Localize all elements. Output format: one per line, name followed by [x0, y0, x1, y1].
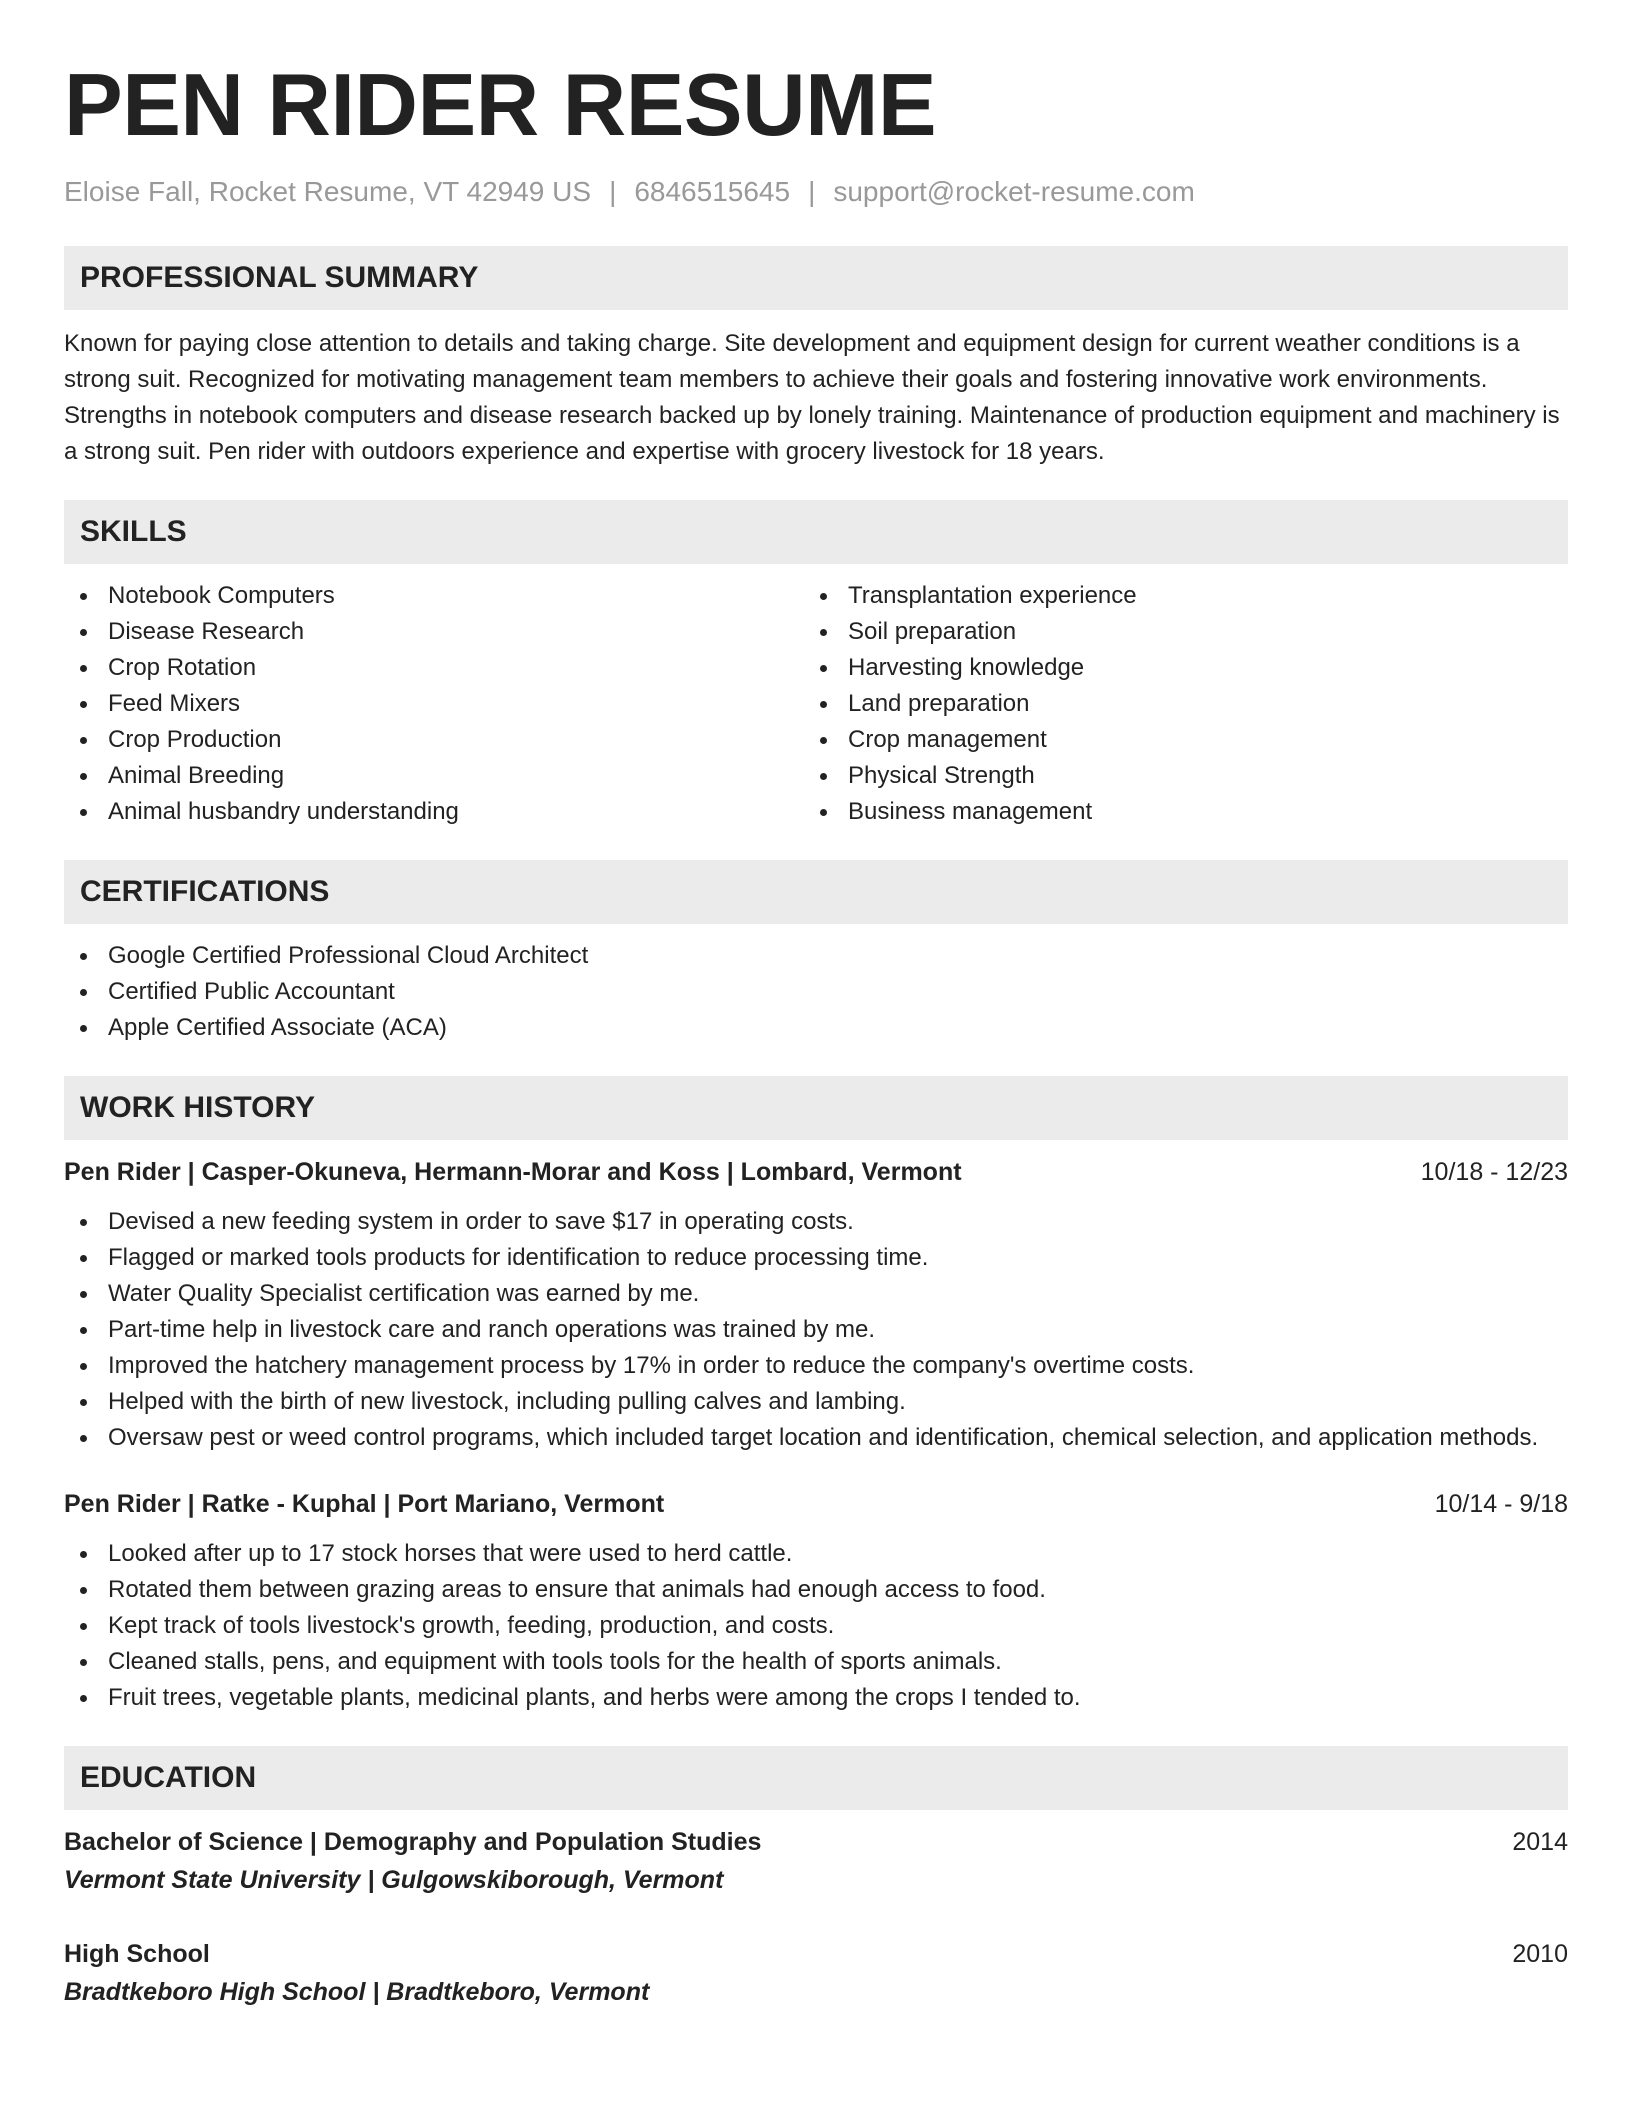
certification-item: Certified Public Accountant — [64, 974, 1568, 1010]
skill-item: Soil preparation — [804, 614, 1544, 650]
skill-item: Business management — [804, 794, 1544, 830]
job-duty: Devised a new feeding system in order to save $17 in operating costs. — [64, 1204, 1568, 1240]
job-title: Pen Rider | Ratke - Kuphal | Port Mariano, Vermont — [64, 1490, 665, 1518]
education-section-header — [64, 1746, 1568, 1810]
skill-item: Physical Strength — [804, 758, 1544, 794]
skill-item: Disease Research — [64, 614, 804, 650]
job-duty: Improved the hatchery management process by 17% in order to reduce the company's overtime costs. — [64, 1348, 1568, 1384]
job-duty: Helped with the birth of new livestock, including pulling calves and lambing. — [64, 1384, 1568, 1420]
job-duty: Flagged or marked tools products for identification to reduce processing time. — [64, 1240, 1568, 1276]
resume-title: PEN RIDER RESUME — [64, 55, 937, 154]
contact-phone: 6846515645 — [634, 176, 791, 207]
skills-list-left — [64, 578, 804, 830]
job-header — [64, 1154, 1568, 1190]
work-section-header — [64, 1076, 1568, 1140]
job-title: Pen Rider | Casper-Okuneva, Hermann-Morar and Koss | Lombard, Vermont — [64, 1158, 962, 1186]
education-entry — [64, 1824, 1568, 1900]
contact-address: Eloise Fall, Rocket Resume, VT 42949 US — [64, 176, 592, 207]
education-year: 2010 — [1512, 1940, 1568, 1968]
contact-separator: | — [609, 176, 617, 207]
skill-item: Notebook Computers — [64, 578, 804, 614]
certifications-heading: CERTIFICATIONS — [80, 875, 330, 908]
education-school: Vermont State University | Gulgowskiborough, Vermont — [64, 1866, 724, 1894]
skill-item: Crop Rotation — [64, 650, 804, 686]
skills-list-right — [804, 578, 1544, 830]
job-dates: 10/14 - 9/18 — [1434, 1490, 1568, 1518]
job-duty: Oversaw pest or weed control programs, which included target location and identification, chemical selection, and application methods. — [64, 1420, 1568, 1456]
certification-item: Apple Certified Associate (ACA) — [64, 1010, 1568, 1046]
education-degree: High School — [64, 1940, 210, 1968]
education-entry — [64, 1936, 1568, 2012]
education-degree: Bachelor of Science | Demography and Population Studies — [64, 1828, 762, 1856]
job-entry — [64, 1154, 1568, 1456]
skill-item: Animal husbandry understanding — [64, 794, 804, 830]
job-duty: Kept track of tools livestock's growth, feeding, production, and costs. — [64, 1608, 1568, 1644]
job-duty: Part-time help in livestock care and ranch operations was trained by me. — [64, 1312, 1568, 1348]
skill-item: Animal Breeding — [64, 758, 804, 794]
job-duties — [64, 1204, 1568, 1456]
skill-item: Land preparation — [804, 686, 1544, 722]
contact-separator: | — [808, 176, 816, 207]
job-duty: Cleaned stalls, pens, and equipment with tools tools for the health of sports animals. — [64, 1644, 1568, 1680]
job-duty: Looked after up to 17 stock horses that were used to herd cattle. — [64, 1536, 1568, 1572]
certification-item: Google Certified Professional Cloud Architect — [64, 938, 1568, 974]
job-entry — [64, 1486, 1568, 1716]
summary-section-header — [64, 246, 1568, 310]
skill-item: Crop Production — [64, 722, 804, 758]
education-header — [64, 1824, 1568, 1860]
skill-item: Transplantation experience — [804, 578, 1544, 614]
skill-item: Harvesting knowledge — [804, 650, 1544, 686]
certifications-list — [64, 938, 1568, 1046]
skills-section-header — [64, 500, 1568, 564]
education-school: Bradtkeboro High School | Bradtkeboro, Vermont — [64, 1978, 650, 2006]
job-duty: Water Quality Specialist certification was earned by me. — [64, 1276, 1568, 1312]
contact-line — [64, 174, 1568, 210]
education-header — [64, 1936, 1568, 1972]
skills-columns — [64, 578, 1568, 830]
summary-heading: PROFESSIONAL SUMMARY — [80, 261, 479, 294]
work-heading: WORK HISTORY — [80, 1091, 316, 1124]
certifications-section-header — [64, 860, 1568, 924]
job-duties — [64, 1536, 1568, 1716]
job-duty: Fruit trees, vegetable plants, medicinal plants, and herbs were among the crops I tended to. — [64, 1680, 1568, 1716]
skills-heading: SKILLS — [80, 515, 187, 548]
job-duty: Rotated them between grazing areas to ensure that animals had enough access to food. — [64, 1572, 1568, 1608]
summary-text: Known for paying close attention to details and taking charge. Site development and equipment design for current weather conditions is a strong suit. Recognized for motivating management team members to achieve their goals and fostering innovative work environments. Strengths in notebook computers and disease research backed up by lonely training. Maintenance of production equipment and machinery is a strong suit. Pen rider with outdoors experience and expertise with grocery livestock for 18 years. — [64, 330, 1560, 465]
education-heading: EDUCATION — [80, 1761, 257, 1794]
contact-email: support@rocket-resume.com — [833, 176, 1195, 207]
job-dates: 10/18 - 12/23 — [1420, 1158, 1568, 1186]
education-year: 2014 — [1512, 1828, 1568, 1856]
job-header — [64, 1486, 1568, 1522]
skill-item: Feed Mixers — [64, 686, 804, 722]
skill-item: Crop management — [804, 722, 1544, 758]
